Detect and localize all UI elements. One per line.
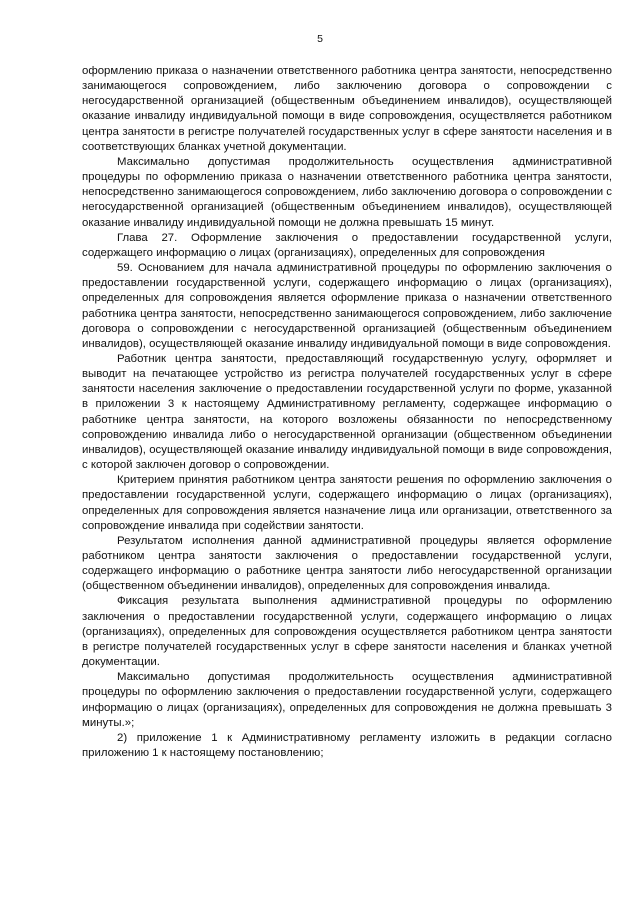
page-number: 5 [317, 33, 323, 45]
paragraph-employee-prints-conclusion: Работник центра занятости, предоставляющий государственную услугу, оформляет и выводит на печатающее устройство из регистра получателей государственных услуг в сфере занятости населения заключение о предоставлении государственной услуги по форме, указанной в приложении 3 к настоящему Административному регламенту, содержащее информацию о работнике центра занятости, на которого возложены обязанности по непосредственному сопровождению инвалида либо о негосударственной организации (общественном объединении инвалидов), осуществляющей оказание инвалиду индивидуальной помощи в виде сопровождения, с которой заключен договор о сопровождении. [82, 352, 612, 472]
paragraph-max-duration-3min: Максимально допустимая продолжительность осуществления административной процедуры по оформлению заключения о предоставлении государственной услуги, содержащего информацию о лицах (организациях), определенных для сопровождения не должна превышать 3 минуты.»; [82, 671, 612, 729]
paragraph-appendix-1: 2) приложение 1 к Административному регламенту изложить в редакции согласно приложению 1 к настоящему постановлению; [82, 731, 612, 760]
document-body [82, 64, 612, 761]
paragraph-procedure-result: Результатом исполнения данной административной процедуры является оформление работником центра занятости заключения о предоставлении государственной услуги, содержащего информацию о работнике центра занятости либо негосударственной организации (общественном объединении инвалидов), определенных для сопровождения инвалида. [82, 534, 612, 593]
paragraph-decision-criterion: Критерием принятия работником центра занятости решения по оформлению заключения о предоставлении государственной услуги, содержащего информацию о лицах (организациях), определенных для сопровождения является назначение лица или организации, ответственного за сопровождение инвалида при содействии занятости. [82, 474, 612, 532]
chapter-27-heading: Глава 27. Оформление заключения о предоставлении государственной услуги, содержащего информацию о лицах (организациях), определенных для сопровождения [82, 231, 612, 259]
paragraph-result-recording: Фиксация результата выполнения административной процедуры по оформлению заключения о предоставлении государственной услуги, содержащего информацию о лицах (организациях), определенных для сопровождения осуществляется работником центра занятости в регистре получателей государственных услуг в сфере занятости населения и бланках учетной документации. [82, 595, 612, 669]
paragraph-continuation: оформлению приказа о назначении ответственного работника центра занятости, непосредственно занимающегося сопровождением, либо заключению договора о сопровождении с негосударственной организацией (общественным объединением инвалидов), осуществляющей оказание инвалиду индивидуальной помощи в виде сопровождения, осуществляется работником центра занятости в регистре получателей государственных услуг в сфере занятости населения и в соответствующих бланках учетной документации. [82, 65, 612, 153]
paragraph-59: 59. Основанием для начала административной процедуры по оформлению заключения о предоставлении государственной услуги, содержащего информацию о лицах (организациях), определенных для сопровождения является оформление приказа о назначении ответственного работника центра занятости, непосредственно занимающегося сопровождением, либо заключение договора о сопровождении с негосударственной организацией (общественным объединением инвалидов), осуществляющей оказание инвалиду индивидуальной помощи в виде сопровождения. [82, 262, 612, 350]
paragraph-max-duration-15min: Максимально допустимая продолжительность осуществления административной процедуры по оформлению приказа о назначении ответственного работника центра занятости, непосредственно занимающегося сопровождением, либо заключению договора о сопровождении с негосударственной организацией (общественным объединением инвалидов), осуществляющей оказание инвалиду индивидуальной помощи не должна превышать 15 минут. [82, 155, 612, 229]
